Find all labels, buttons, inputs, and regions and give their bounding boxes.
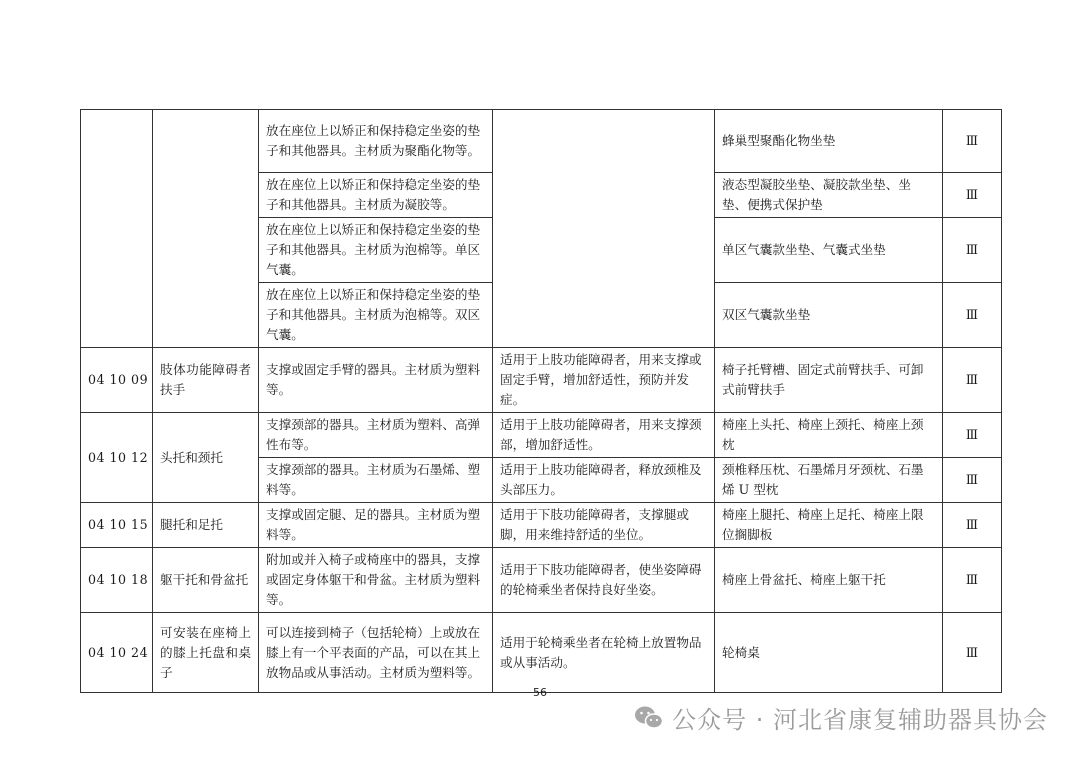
class-cell: Ⅲ xyxy=(943,283,1002,348)
table-row xyxy=(81,503,1002,548)
example-cell: 椅座上骨盆托、椅座上躯干托 xyxy=(715,548,943,613)
usage-cell: 适用于上肢功能障碍者，释放颈椎及头部压力。 xyxy=(493,458,715,503)
usage-cell xyxy=(493,110,715,348)
usage-cell: 适用于上肢功能障碍者，用来支撑颈部，增加舒适性。 xyxy=(493,413,715,458)
name-cell: 腿托和足托 xyxy=(153,503,259,548)
name-cell: 可安装在座椅上的膝上托盘和桌子 xyxy=(153,613,259,693)
code-cell: 04 10 12 xyxy=(81,413,153,503)
class-cell: Ⅲ xyxy=(943,348,1002,413)
code-cell: 04 10 18 xyxy=(81,548,153,613)
code-cell: 04 10 15 xyxy=(81,503,153,548)
description-cell: 放在座位上以矫正和保持稳定坐姿的垫子和其他器具。主材质为聚酯化物等。 xyxy=(259,110,493,173)
example-cell: 液态型凝胶坐垫、凝胶款坐垫、坐垫、便携式保护垫 xyxy=(715,173,943,218)
page-number: 56 xyxy=(533,686,547,699)
example-cell: 椅座上头托、椅座上颈托、椅座上颈枕 xyxy=(715,413,943,458)
class-cell: Ⅲ xyxy=(943,548,1002,613)
class-cell: Ⅲ xyxy=(943,218,1002,283)
name-cell: 躯干托和骨盆托 xyxy=(153,548,259,613)
class-cell: Ⅲ xyxy=(943,503,1002,548)
description-cell: 支撑颈部的器具。主材质为塑料、高弹性布等。 xyxy=(259,413,493,458)
description-cell: 放在座位上以矫正和保持稳定坐姿的垫子和其他器具。主材质为凝胶等。 xyxy=(259,173,493,218)
class-cell: Ⅲ xyxy=(943,413,1002,458)
code-cell: 04 10 09 xyxy=(81,348,153,413)
usage-cell: 适用于上肢功能障碍者，用来支撑或固定手臂，增加舒适性，预防并发症。 xyxy=(493,348,715,413)
class-cell: Ⅲ xyxy=(943,110,1002,173)
class-cell: Ⅲ xyxy=(943,173,1002,218)
table-row xyxy=(81,613,1002,693)
description-cell: 支撑颈部的器具。主材质为石墨烯、塑料等。 xyxy=(259,458,493,503)
description-cell: 放在座位上以矫正和保持稳定坐姿的垫子和其他器具。主材质为泡棉等。单区气囊。 xyxy=(259,218,493,283)
product-table xyxy=(80,109,1002,693)
class-cell: Ⅲ xyxy=(943,613,1002,693)
table-row xyxy=(81,413,1002,458)
example-cell: 椅座上腿托、椅座上足托、椅座上限位搁脚板 xyxy=(715,503,943,548)
watermark-text: 公众号 · 河北省康复辅助器具协会 xyxy=(672,706,1048,734)
usage-cell: 适用于下肢功能障碍者，支撑腿或脚，用来维持舒适的坐位。 xyxy=(493,503,715,548)
example-cell: 蜂巢型聚酯化物坐垫 xyxy=(715,110,943,173)
description-cell: 放在座位上以矫正和保持稳定坐姿的垫子和其他器具。主材质为泡棉等。双区气囊。 xyxy=(259,283,493,348)
example-cell: 双区气囊款坐垫 xyxy=(715,283,943,348)
code-cell: 04 10 24 xyxy=(81,613,153,693)
example-cell: 单区气囊款坐垫、气囊式坐垫 xyxy=(715,218,943,283)
description-cell: 支撑或固定手臂的器具。主材质为塑料等。 xyxy=(259,348,493,413)
example-cell: 轮椅桌 xyxy=(715,613,943,693)
usage-cell: 适用于下肢功能障碍者，使坐姿障碍的轮椅乘坐者保持良好坐姿。 xyxy=(493,548,715,613)
example-cell: 椅子托臂槽、固定式前臂扶手、可卸式前臂扶手 xyxy=(715,348,943,413)
name-cell: 肢体功能障碍者扶手 xyxy=(153,348,259,413)
name-cell xyxy=(153,110,259,348)
wechat-icon xyxy=(634,705,664,731)
usage-cell: 适用于轮椅乘坐者在轮椅上放置物品或从事活动。 xyxy=(493,613,715,693)
table-row xyxy=(81,348,1002,413)
table-row xyxy=(81,110,1002,173)
class-cell: Ⅲ xyxy=(943,458,1002,503)
code-cell xyxy=(81,110,153,348)
description-cell: 支撑或固定腿、足的器具。主材质为塑料等。 xyxy=(259,503,493,548)
description-cell: 附加或并入椅子或椅座中的器具，支撑或固定身体躯干和骨盆。主材质为塑料等。 xyxy=(259,548,493,613)
example-cell: 颈椎释压枕、石墨烯月牙颈枕、石墨烯 U 型枕 xyxy=(715,458,943,503)
name-cell: 头托和颈托 xyxy=(153,413,259,503)
watermark xyxy=(634,700,1048,735)
description-cell: 可以连接到椅子（包括轮椅）上或放在膝上有一个平表面的产品，可以在其上放物品或从事活动。主材质为塑料等。 xyxy=(259,613,493,693)
table-row xyxy=(81,548,1002,613)
